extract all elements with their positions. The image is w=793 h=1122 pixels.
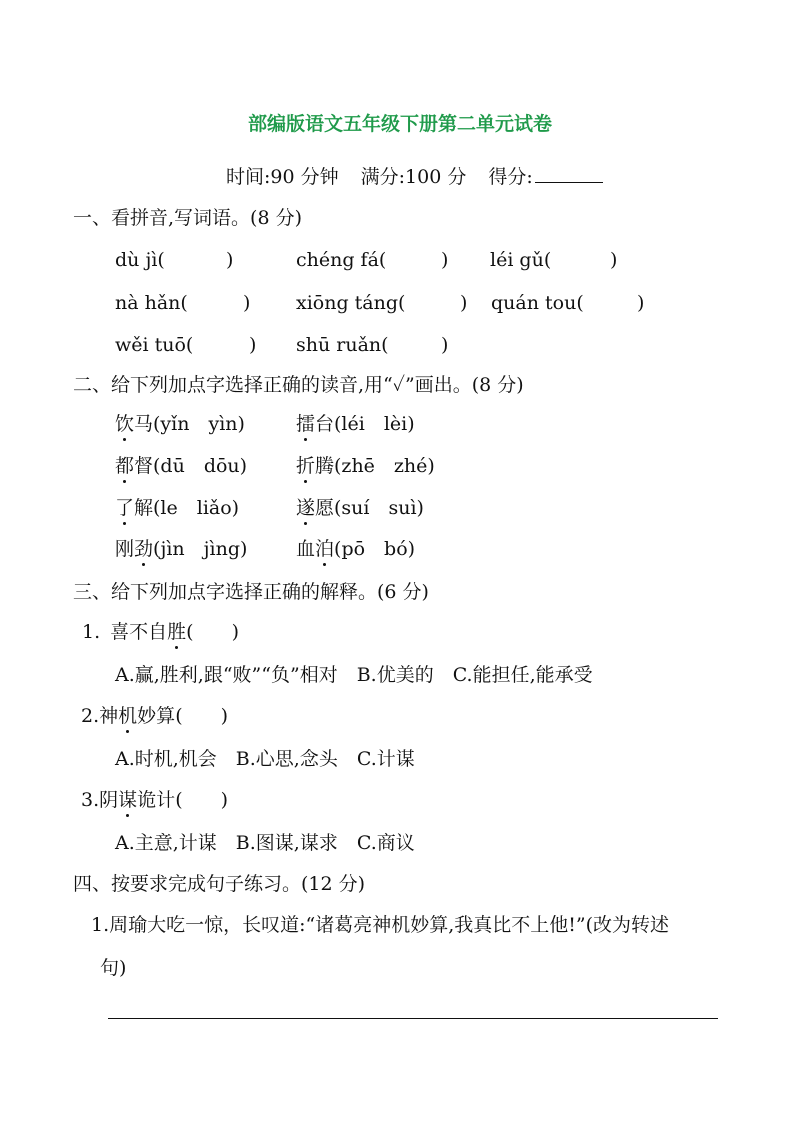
question-3-1: 1. 喜不自胜( ) [82,621,239,643]
answer-paren[interactable]: ( ) [186,621,239,643]
score-blank[interactable] [535,164,603,183]
pinyin-blank-close[interactable]: ) [249,334,257,356]
reading-item[interactable]: 了解(le liǎo) [115,497,240,519]
pinyin-blank-close[interactable]: ) [610,249,618,271]
pinyin-item: léi gǔ( [490,249,552,271]
pinyin-blank-close[interactable]: ) [441,334,449,356]
pinyin-item: shū ruǎn( [296,334,389,356]
question-3-3-options: A.主意,计谋 B.图谋,谋求 C.商议 [115,832,415,854]
pinyin-blank-close[interactable]: ) [243,292,251,314]
reading-item[interactable]: 擂台(léi lèi) [296,413,415,435]
pinyin-item: wěi tuō( [115,334,194,356]
reading-item[interactable]: 遂愿(suí suì) [296,497,424,519]
score-label: 得分: [488,166,533,188]
reading-item[interactable]: 刚劲(jìn jìng) [115,538,248,560]
question-4-1-line1: 1.周瑜大吃一惊，长叹道:“诸葛亮神机妙算,我真比不上他!”(改为转述 [91,914,670,936]
pinyin-blank-close[interactable]: ) [441,249,449,271]
pinyin-item: xiōng táng( [296,292,406,314]
section2-title: 二、给下列加点字选择正确的读音,用“✓”画出。(8 分) [73,374,524,396]
page-title: 部编版语文五年级下册第二单元试卷 [248,113,553,135]
reading-item[interactable]: 都督(dū dōu) [115,455,248,477]
pinyin-blank-close[interactable]: ) [637,292,645,314]
answer-paren[interactable]: ( ) [175,789,229,811]
pinyin-item: chéng fá( [296,249,387,271]
section4-title: 四、按要求完成句子练习。(12 分) [73,873,366,895]
question-4-1-line2: 句) [100,957,127,979]
question-3-2-options: A.时机,机会 B.心思,念头 C.计谋 [115,748,415,770]
reading-item[interactable]: 血泊(pō bó) [296,538,416,560]
answer-line[interactable] [108,1018,718,1019]
pinyin-item: nà hǎn( [115,292,188,314]
question-3-3: 3.阴谋诡计( ) [81,789,229,811]
full-score-label: 满分:100 分 [360,166,467,188]
exam-info [226,164,603,189]
time-label: 时间:90 分钟 [226,166,339,188]
pinyin-item: quán tou( [491,292,584,314]
pinyin-blank-close[interactable]: ) [460,292,468,314]
section1-title: 一、看拼音,写词语。(8 分) [73,207,302,229]
answer-paren[interactable]: ( ) [175,705,229,727]
reading-item[interactable]: 饮马(yǐn yìn) [115,413,245,435]
pinyin-item: dù jì( [115,249,165,271]
reading-item[interactable]: 折腾(zhē zhé) [296,455,435,477]
pinyin-blank-close[interactable]: ) [226,249,234,271]
question-3-1-options: A.赢,胜利,跟“败”“负”相对 B.优美的 C.能担任,能承受 [115,664,593,686]
question-3-2: 2.神机妙算( ) [81,705,229,727]
section3-title: 三、给下列加点字选择正确的解释。(6 分) [73,581,429,603]
